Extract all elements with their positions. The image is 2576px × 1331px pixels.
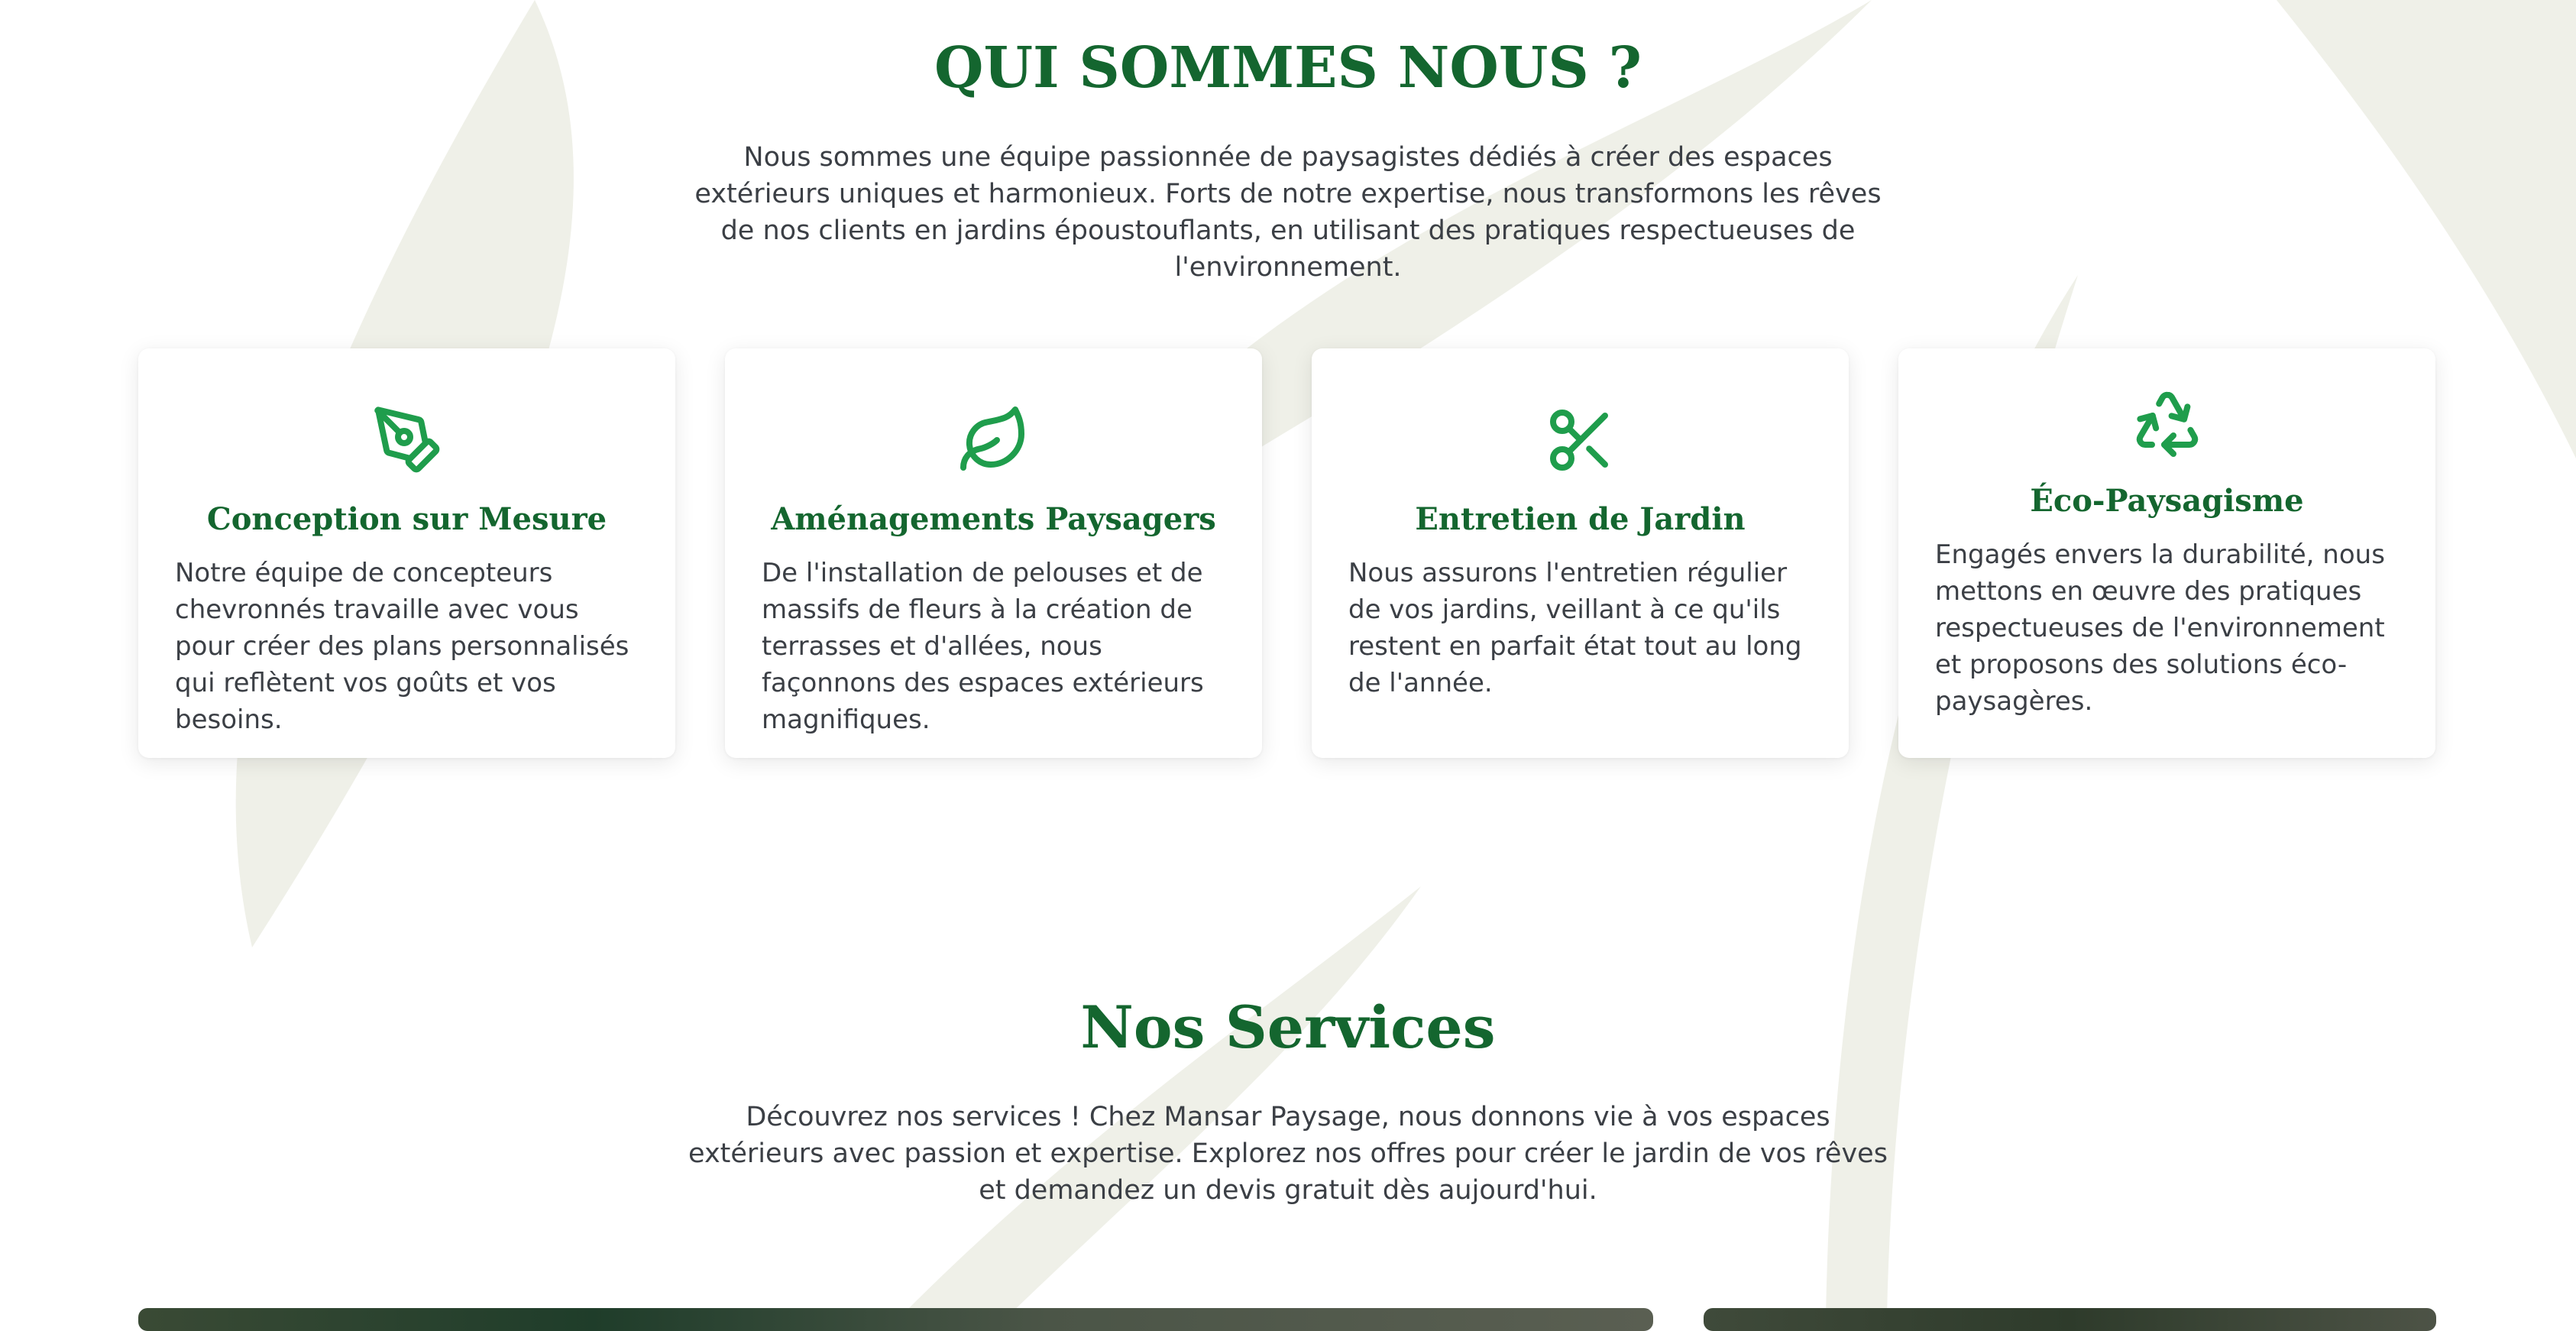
service-card-image[interactable] [138,1308,1653,1331]
feature-card-conception [138,348,675,758]
pen-nib-icon [138,403,675,480]
scissors-icon [1312,403,1849,480]
services-lead: Découvrez nos services ! Chez Mansar Paysage, nous donnons vie à vos espaces extérieurs avec passion et expertise. Explorez nos offres pour créer le jardin de vos rêves et demandez un devis gratuit dès aujourd'hui. [688,1102,1888,1206]
card-title: Entretien de Jardin [1415,501,1746,537]
card-text: Nous assurons l'entretien régulier de vos jardins, veillant à ce qu'ils restent en parfait état tout au long de l'année. [1348,558,1802,698]
leaf-icon [725,403,1262,480]
about-lead: Nous sommes une équipe passionnée de paysagistes dédiés à créer des espaces extérieurs uniques et harmonieux. Forts de notre expertise, nous transformons les rêves de nos clients en jardins époustouflants, en utilisant des pratiques respectueuses de l'environnement. [694,142,1882,283]
service-card-image[interactable] [1704,1308,2436,1331]
card-text: Engagés envers la durabilité, nous mettons en œuvre des pratiques respectueuses de l'environnement et proposons des solutions éco-paysagères. [1935,539,2385,717]
card-title: Conception sur Mesure [206,501,607,537]
feature-card-entretien [1312,348,1849,758]
feature-card-amenagements [725,348,1262,758]
card-text: Notre équipe de concepteurs chevronnés travaille avec vous pour créer des plans personnalisés qui reflètent vos goûts et vos besoins. [175,558,629,735]
card-title: Éco-Paysagisme [2030,483,2304,519]
feature-card-eco-paysagisme [1898,348,2435,758]
recycle-icon [1898,387,2435,463]
card-text: De l'installation de pelouses et de massifs de fleurs à la création de terrasses et d'allées, nous façonnons des espaces extérieurs magnifiques. [762,558,1204,735]
card-title: Aménagements Paysagers [771,501,1216,537]
services-title: Nos Services [1080,993,1496,1061]
about-title: QUI SOMMES NOUS ? [934,35,1642,101]
